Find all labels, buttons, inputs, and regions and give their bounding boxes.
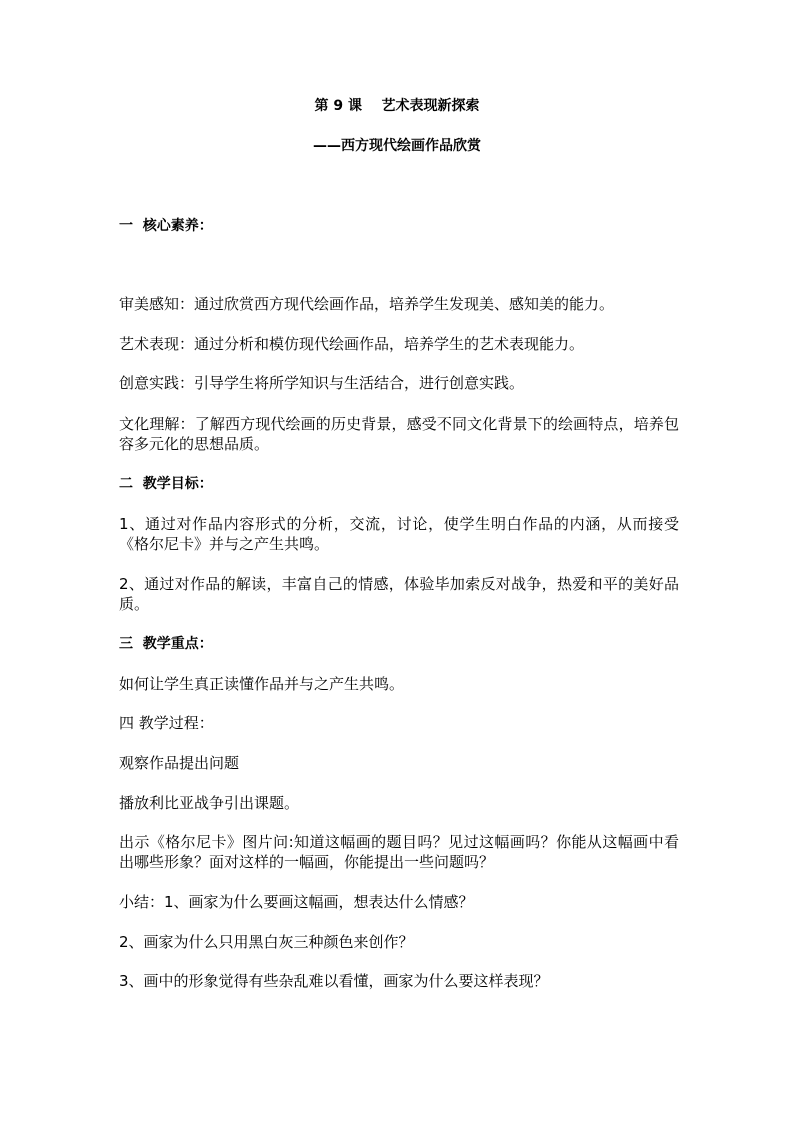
section-heading-teaching-goals: 二 教学目标： bbox=[119, 476, 213, 492]
page-subtitle: ——西方现代绘画作品欣赏 bbox=[313, 138, 481, 154]
paragraph: 2、画家为什么只用黑白灰三种颜色来创作？ bbox=[119, 933, 414, 951]
page-title: 第 9 课 艺术表现新探索 bbox=[314, 98, 480, 114]
paragraph: 如何让学生真正读懂作品并与之产生共鸣。 bbox=[119, 675, 405, 693]
paragraph: 创意实践：引导学生将所学知识与生活结合，进行创意实践。 bbox=[119, 374, 525, 392]
paragraph: 出示《格尔尼卡》图片问:知道这幅画的题目吗？见过这幅画吗？你能从这幅画中看出哪些形象？面对这样的一幅画，你能提出一些问题吗？ bbox=[119, 833, 679, 871]
section-heading-core-literacy: 一 核心素养： bbox=[119, 218, 213, 234]
paragraph: 观察作品提出问题 bbox=[119, 754, 240, 772]
paragraph: 播放利比亚战争引出课题。 bbox=[119, 794, 300, 812]
paragraph: 文化理解：了解西方现代绘画的历史背景，感受不同文化背景下的绘画特点，培养包容多元化的思想品质。 bbox=[119, 415, 679, 453]
paragraph: 审美感知：通过欣赏西方现代绘画作品，培养学生发现美、感知美的能力。 bbox=[119, 295, 615, 313]
paragraph: 小结：1、画家为什么要画这幅画，想表达什么情感？ bbox=[119, 893, 474, 911]
section-heading-teaching-process: 四 教学过程： bbox=[119, 714, 214, 732]
paragraph: 3、画中的形象觉得有些杂乱难以看懂，画家为什么要这样表现？ bbox=[119, 972, 549, 990]
paragraph: 2、通过对作品的解读，丰富自己的情感，体验毕加索反对战争，热爱和平的美好品质。 bbox=[119, 575, 679, 613]
paragraph: 艺术表现：通过分析和模仿现代绘画作品，培养学生的艺术表现能力。 bbox=[119, 335, 585, 353]
paragraph: 1、通过对作品内容形式的分析，交流，讨论，使学生明白作品的内涵，从而接受《格尔尼卡》并与之产生共鸣。 bbox=[119, 515, 679, 553]
section-heading-teaching-focus: 三 教学重点： bbox=[119, 636, 213, 652]
